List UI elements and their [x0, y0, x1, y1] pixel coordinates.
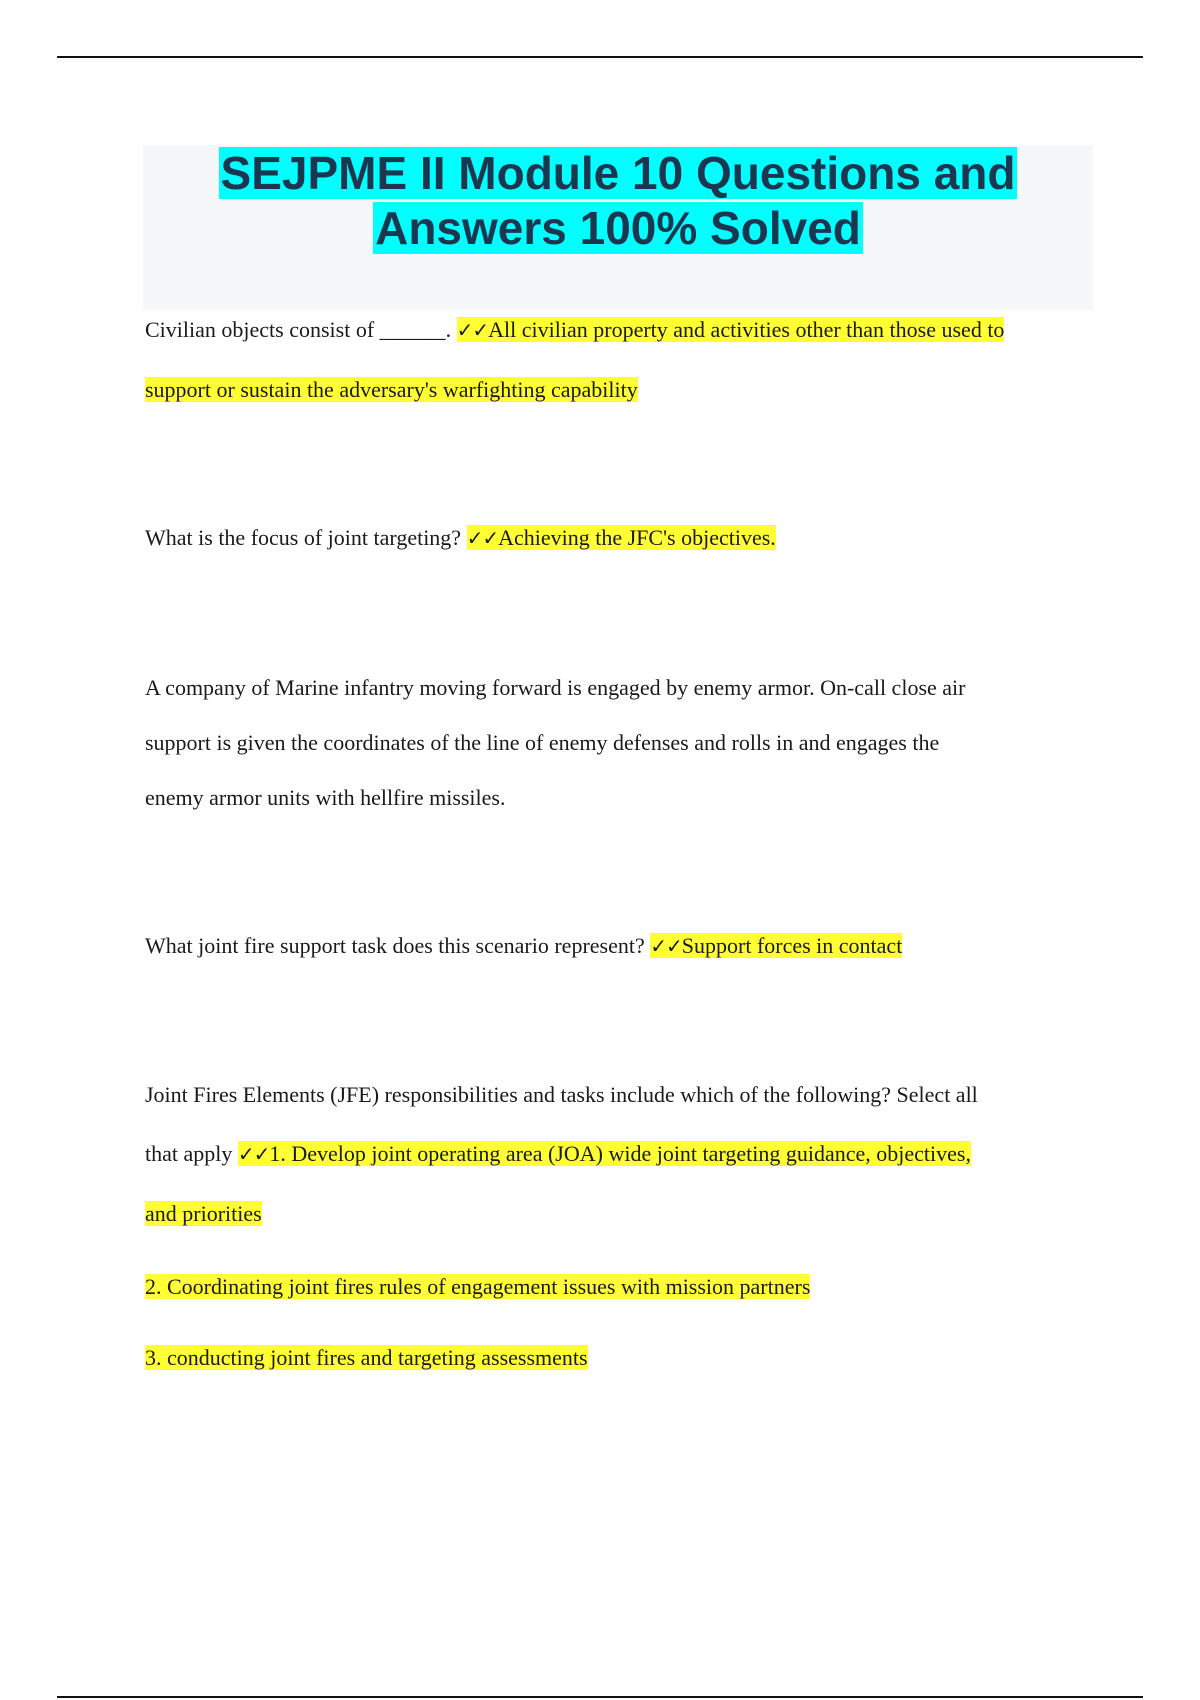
qa-item-civilian-objects-cont: [145, 378, 1095, 402]
title-line-2: Answers 100% Solved: [375, 202, 861, 254]
qa-item-joint-targeting: [145, 526, 1095, 550]
answer-text-cont: and priorities: [145, 1201, 262, 1226]
question-text: that apply: [145, 1141, 233, 1166]
answer-text: Support forces in contact: [681, 933, 903, 958]
qa-item-jfe-question-line-1: Joint Fires Elements (JFE) responsibilities and tasks include which of the following? Select all: [145, 1082, 978, 1107]
answer-text: Achieving the JFC's objectives.: [498, 525, 776, 550]
double-check-icon: ✓✓: [237, 1142, 270, 1166]
double-check-icon: ✓✓: [456, 318, 489, 342]
qa-item-jfe-answer-2: [145, 1275, 1095, 1299]
title-line-1: SEJPME II Module 10 Questions and: [220, 147, 1016, 199]
answer-text: All civilian property and activities other than those used to: [488, 317, 1005, 342]
question-text: What joint fire support task does this scenario represent?: [145, 933, 645, 958]
answer-text-cont: support or sustain the adversary's warfighting capability: [145, 377, 638, 402]
answer-text: 1. Develop joint operating area (JOA) wide joint targeting guidance, objectives,: [269, 1141, 971, 1166]
page-title: [143, 145, 1093, 256]
qa-item-jfe-question-line-2: [145, 1142, 1095, 1166]
qa-item-jfe-answer-cont: [145, 1202, 1095, 1226]
top-rule: [57, 56, 1143, 58]
answer-list-item: 3. conducting joint fires and targeting assessments: [145, 1345, 588, 1370]
scenario-line-1: A company of Marine infantry moving forward is engaged by enemy armor. On-call close air: [145, 675, 966, 700]
question-text: Civilian objects consist of ______.: [145, 317, 452, 342]
scenario-line-3: enemy armor units with hellfire missiles.: [145, 785, 506, 810]
qa-item-civilian-objects: [145, 318, 1095, 342]
qa-item-fire-support-task: [145, 934, 1095, 958]
bottom-rule: [57, 1696, 1143, 1698]
qa-item-jfe-answer-3: [145, 1346, 1095, 1370]
scenario-line-2: support is given the coordinates of the line of enemy defenses and rolls in and engages the: [145, 730, 940, 755]
answer-list-item: 2. Coordinating joint fires rules of engagement issues with mission partners: [145, 1274, 811, 1299]
title-block: [143, 145, 1093, 310]
double-check-icon: ✓✓: [466, 526, 499, 550]
double-check-icon: ✓✓: [650, 934, 682, 958]
question-text: What is the focus of joint targeting?: [145, 525, 462, 550]
